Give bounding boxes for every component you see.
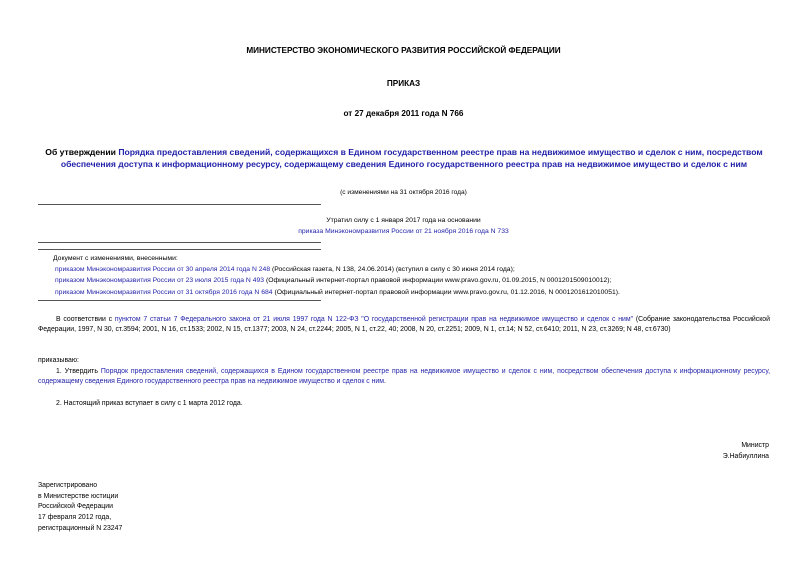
registration-line: Зарегистрировано	[38, 482, 98, 489]
signatory-position: Министр	[741, 442, 769, 449]
change-item	[55, 287, 773, 298]
divider	[38, 300, 321, 301]
registration-block	[38, 481, 122, 535]
change-item-text: (Российская газета, N 138, 24.06.2014) (вступил в силу с 30 июня 2014 года);	[270, 266, 515, 274]
subject-prefix: Об утверждении	[45, 147, 116, 157]
preamble-suffix: (Собрание законодательства Российской Федерации, 1997, N 30, ст.3594; 2001, N 16, ст.1533; 2002, N 15, ст.1377; 2003, N 24, ст.2244; 2005, N 1, ст.22, 40; 2008, N 20, ст.2251; 2009, N 1, ст.14; N 52, ст.6410; 2011, N 23, ст.3269; N 48, ст.6730)	[38, 316, 770, 334]
document-subject	[38, 146, 770, 171]
document-changes	[53, 253, 773, 298]
order-item-2: 2. Настоящий приказ вступает в силу с 1 марта 2012 года.	[56, 400, 243, 407]
change-item-text: (Официальный интернет-портал правовой информации www.pravo.gov.ru, 01.09.2015, N 0001201509010012);	[264, 277, 612, 285]
change-item-link[interactable]: приказом Минэкономразвития России от 30 апреля 2014 года N 248	[55, 266, 271, 274]
change-item-link[interactable]: приказом Минэкономразвития России от 31 октября 2016 года N 684	[55, 288, 273, 296]
lost-force-text: Утратил силу с 1 января 2017 года на основании	[326, 217, 481, 224]
document-type: ПРИКАЗ	[386, 79, 421, 88]
change-item-link[interactable]: приказом Минэкономразвития России от 23 июля 2015 года N 493	[55, 277, 265, 285]
document-date-number: от 27 декабря 2011 года N 766	[343, 109, 464, 118]
lost-force-link[interactable]: приказа Минэкономразвития России от 21 ноября 2016 года N 733	[298, 227, 509, 235]
registration-line: в Министерстве юстиции	[38, 492, 119, 500]
preamble-prefix: В соответствии с	[56, 316, 113, 323]
change-item-text: (Официальный интернет-портал правовой информации www.pravo.gov.ru, 01.12.2016, N 0001201612010051).	[272, 288, 620, 296]
divider	[38, 242, 321, 243]
ministry-heading: МИНИСТЕРСТВО ЭКОНОМИЧЕСКОГО РАЗВИТИЯ РОССИЙСКОЙ ФЕДЕРАЦИИ	[246, 46, 561, 55]
signature-block	[723, 441, 769, 462]
subject-link[interactable]: Порядка предоставления сведений, содержащихся в Едином государственном реестре прав на недвижимое имущество и сделок с ним, посредством обеспечения доступа к информационному ресурсу, содержащему сведения Единого государственного реестра прав на недвижимое имущество и сделок с ним	[60, 147, 763, 170]
signatory-name: Э.Набиуллина	[722, 452, 769, 460]
registration-line: 17 февраля 2012 года,	[38, 514, 112, 522]
change-item	[55, 275, 773, 286]
change-item	[55, 264, 773, 275]
changes-heading: Документ с изменениями, внесенными:	[53, 255, 178, 262]
item1-prefix: 1. Утвердить	[56, 368, 98, 375]
changes-note: (с изменениями на 31 октября 2016 года)	[340, 189, 467, 196]
order-item-1	[38, 367, 770, 388]
lost-force-block	[0, 216, 807, 238]
federal-law-link[interactable]: пунктом 7 статьи 7 Федерального закона от 21 июля 1997 года N 122-ФЗ "О государственной регистрации прав на недвижимое имущество и сделок с ним"	[114, 316, 634, 323]
registration-line: регистрационный N 23247	[38, 524, 123, 532]
divider	[38, 204, 321, 205]
divider	[38, 249, 321, 250]
order-word: приказываю:	[38, 357, 79, 364]
preamble-paragraph	[38, 315, 770, 336]
item1-suffix: .	[384, 378, 386, 386]
procedure-link[interactable]: Порядок предоставления сведений, содержащихся в Едином государственном реестре прав на недвижимое имущество и сделок с ним, посредством обеспечения доступа к информационному ресурсу, содержащему сведения Единого государственного реестра прав на недвижимое имущество и сделок с ним	[38, 368, 771, 386]
registration-line: Российской Федерации	[38, 503, 113, 511]
